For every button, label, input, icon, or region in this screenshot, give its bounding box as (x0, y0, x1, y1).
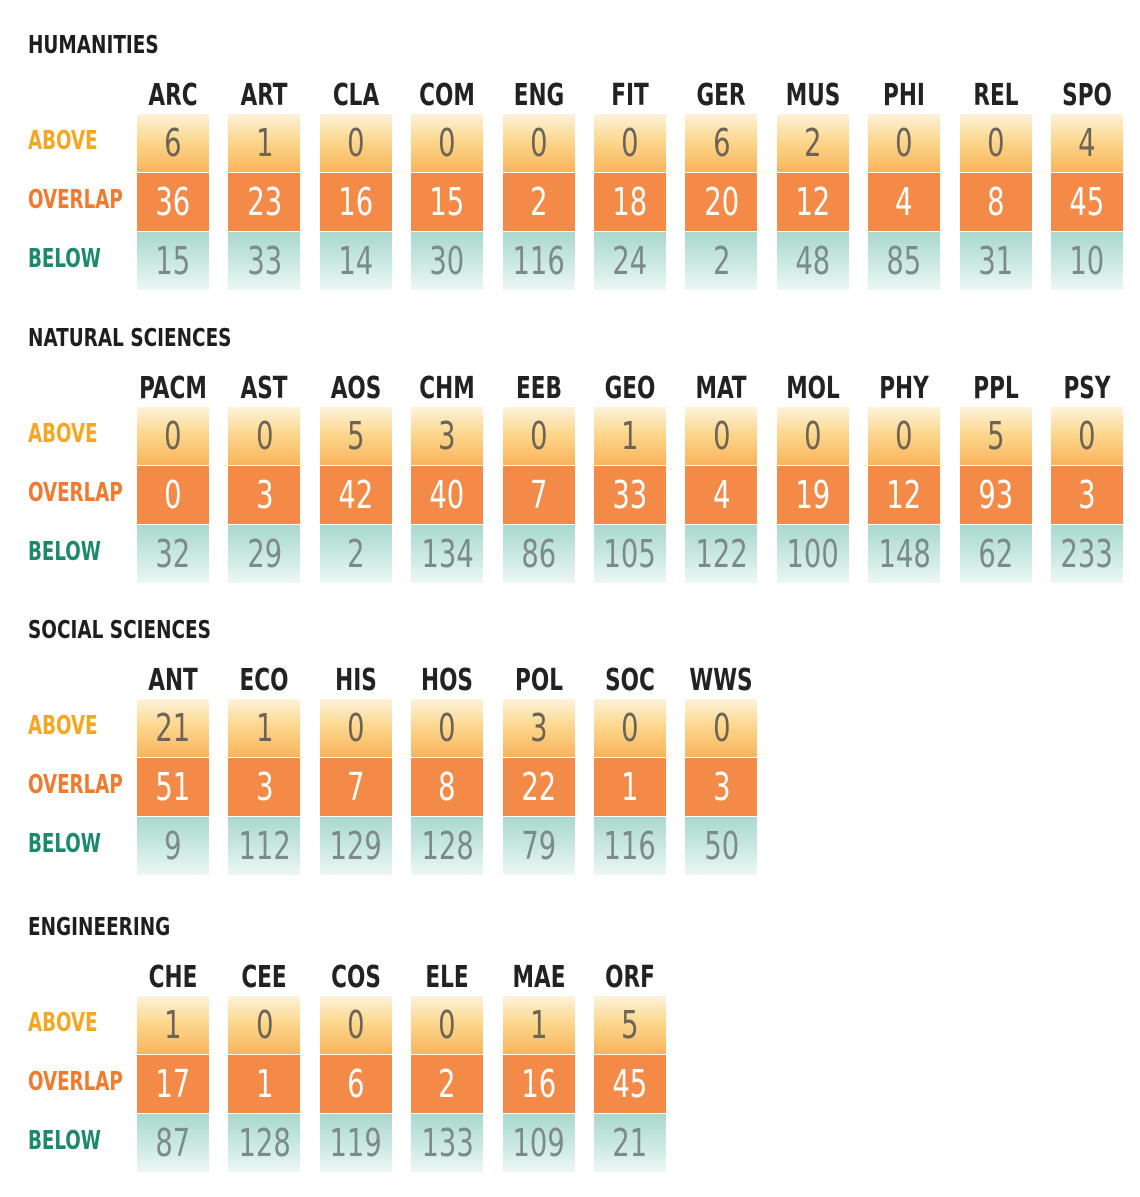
cell-value-above-ast: 0 (255, 414, 274, 458)
cell-above-pacm (137, 407, 209, 465)
cell-overlap-com (411, 173, 483, 231)
cell-value-overlap-mus: 12 (795, 180, 831, 224)
cell-below-mat (685, 525, 757, 583)
dept-label-ele: ELE (425, 960, 469, 995)
dept-label-com: COM (419, 78, 476, 113)
cell-above-chm (411, 407, 483, 465)
cell-value-above-cos: 0 (347, 1003, 365, 1047)
dept-label-arc: ARC (148, 78, 198, 113)
cell-above-rel (960, 114, 1032, 172)
cell-value-overlap-mat: 4 (712, 473, 731, 517)
cell-value-below-his: 129 (329, 824, 382, 868)
cell-value-above-com: 0 (438, 121, 456, 165)
cell-value-above-orf: 5 (621, 1003, 639, 1047)
cell-value-overlap-eeb: 7 (529, 473, 548, 517)
cell-overlap-psy (1051, 466, 1123, 524)
cell-below-aos (320, 525, 392, 583)
cell-below-rel (960, 232, 1032, 290)
cell-below-mae (503, 1114, 575, 1172)
cell-value-below-eco: 112 (238, 824, 291, 868)
cell-overlap-ast (228, 466, 300, 524)
dept-label-wws: WWS (689, 663, 753, 698)
cell-value-above-ger: 6 (712, 121, 731, 165)
cell-value-below-chm: 134 (421, 532, 474, 576)
cell-value-overlap-ele: 2 (438, 1062, 456, 1106)
cell-below-arc (137, 232, 209, 290)
cell-overlap-rel (960, 173, 1032, 231)
cell-overlap-phy (868, 466, 940, 524)
cell-below-cos (320, 1114, 392, 1172)
cell-below-mus (777, 232, 849, 290)
cell-value-below-phi: 85 (886, 239, 922, 283)
cell-value-above-his: 0 (347, 706, 365, 750)
cell-above-mat (685, 407, 757, 465)
cell-value-overlap-art: 23 (246, 180, 282, 224)
cell-below-eeb (503, 525, 575, 583)
row-label-above-engineering: ABOVE (28, 1008, 98, 1038)
cell-below-mol (777, 525, 849, 583)
cell-value-above-rel: 0 (986, 121, 1005, 165)
dept-label-fit: FIT (611, 78, 649, 113)
dept-label-orf: ORF (605, 960, 655, 995)
cell-value-below-spo: 10 (1069, 239, 1105, 283)
cell-below-spo (1051, 232, 1123, 290)
cell-below-cla (320, 232, 392, 290)
cell-below-soc (594, 817, 666, 875)
cell-value-above-pacm: 0 (164, 414, 182, 458)
cell-value-below-cee: 128 (238, 1121, 291, 1165)
dept-label-ant: ANT (148, 663, 198, 698)
cell-value-above-ele: 0 (438, 1003, 456, 1047)
cell-value-below-cos: 119 (329, 1121, 382, 1165)
cell-value-below-mae: 109 (512, 1121, 565, 1165)
cell-above-phy (868, 407, 940, 465)
cell-below-geo (594, 525, 666, 583)
cell-value-above-psy: 0 (1078, 414, 1096, 458)
cell-value-above-ant: 21 (155, 706, 191, 750)
cell-overlap-mae (503, 1055, 575, 1113)
cell-value-below-ger: 2 (712, 239, 731, 283)
cell-value-above-phy: 0 (895, 414, 913, 458)
cell-value-overlap-cla: 16 (338, 180, 374, 224)
cell-below-fit (594, 232, 666, 290)
cell-value-below-eeb: 86 (521, 532, 556, 576)
dept-label-mus: MUS (785, 78, 841, 113)
cell-overlap-hos (411, 758, 483, 816)
cell-above-ppl (960, 407, 1032, 465)
cell-value-overlap-spo: 45 (1069, 180, 1105, 224)
cell-value-below-wws: 50 (703, 824, 739, 868)
cell-value-below-ele: 133 (421, 1121, 474, 1165)
cell-value-below-phy: 148 (878, 532, 931, 576)
dept-label-pacm: PACM (139, 371, 207, 406)
cell-overlap-eco (228, 758, 300, 816)
cell-value-overlap-fit: 18 (612, 180, 648, 224)
cell-value-below-aos: 2 (347, 532, 365, 576)
cell-value-below-pol: 79 (521, 824, 556, 868)
cell-value-below-hos: 128 (421, 824, 474, 868)
cell-value-overlap-phi: 4 (895, 180, 913, 224)
cell-below-ele (411, 1114, 483, 1172)
cell-above-ant (137, 699, 209, 757)
section-title-engineering: ENGINEERING (28, 912, 171, 941)
cell-below-hos (411, 817, 483, 875)
cell-overlap-mol (777, 466, 849, 524)
cell-overlap-soc (594, 758, 666, 816)
cell-value-overlap-his: 7 (347, 765, 365, 809)
cell-below-pacm (137, 525, 209, 583)
cell-value-overlap-ast: 3 (255, 473, 274, 517)
cell-value-below-eng: 116 (512, 239, 565, 283)
dept-label-cee: CEE (241, 960, 288, 995)
dept-label-art: ART (240, 78, 288, 113)
cell-above-com (411, 114, 483, 172)
cell-value-above-spo: 4 (1078, 121, 1096, 165)
cell-below-chm (411, 525, 483, 583)
cell-value-overlap-mae: 16 (521, 1062, 556, 1106)
cell-below-ger (685, 232, 757, 290)
cell-value-above-mus: 2 (804, 121, 822, 165)
cell-value-below-ant: 9 (164, 824, 182, 868)
cell-below-cee (228, 1114, 300, 1172)
row-label-overlap-humanities: OVERLAP (28, 185, 123, 215)
cell-value-overlap-soc: 1 (621, 765, 639, 809)
row-label-below-natural-sciences: BELOW (28, 537, 101, 567)
cell-value-above-eco: 1 (255, 706, 274, 750)
cell-overlap-eeb (503, 466, 575, 524)
cell-value-below-ast: 29 (246, 532, 282, 576)
cell-value-overlap-hos: 8 (438, 765, 456, 809)
cell-below-ant (137, 817, 209, 875)
row-label-above-humanities: ABOVE (28, 126, 98, 156)
cell-above-his (320, 699, 392, 757)
dept-label-psy: PSY (1063, 371, 1111, 406)
cell-value-above-aos: 5 (347, 414, 365, 458)
cell-value-overlap-ant: 51 (155, 765, 191, 809)
dept-label-ast: AST (240, 371, 288, 406)
cell-value-below-cla: 14 (338, 239, 374, 283)
row-label-overlap-engineering: OVERLAP (28, 1067, 123, 1097)
cell-below-ppl (960, 525, 1032, 583)
cell-overlap-arc (137, 173, 209, 231)
dept-label-mat: MAT (695, 371, 747, 406)
cell-overlap-pacm (137, 466, 209, 524)
cell-value-above-eeb: 0 (529, 414, 548, 458)
cell-value-overlap-mol: 19 (795, 473, 831, 517)
cell-above-ele (411, 996, 483, 1054)
cell-value-overlap-aos: 42 (338, 473, 374, 517)
cell-below-phy (868, 525, 940, 583)
cell-above-psy (1051, 407, 1123, 465)
cell-overlap-phi (868, 173, 940, 231)
cell-value-below-arc: 15 (155, 239, 191, 283)
cell-value-above-cla: 0 (347, 121, 365, 165)
cell-above-mae (503, 996, 575, 1054)
cell-value-above-hos: 0 (438, 706, 456, 750)
cell-value-overlap-phy: 12 (886, 473, 922, 517)
section-title-natural-sciences: NATURAL SCIENCES (28, 323, 232, 352)
cell-overlap-cla (320, 173, 392, 231)
cell-above-fit (594, 114, 666, 172)
dept-label-ppl: PPL (972, 371, 1019, 406)
cell-value-above-geo: 1 (621, 414, 639, 458)
cell-value-overlap-cee: 1 (255, 1062, 274, 1106)
cell-below-che (137, 1114, 209, 1172)
row-label-below-social-sciences: BELOW (28, 829, 101, 859)
cell-above-ger (685, 114, 757, 172)
cell-above-orf (594, 996, 666, 1054)
cell-above-cee (228, 996, 300, 1054)
cell-overlap-cos (320, 1055, 392, 1113)
cell-value-above-arc: 6 (164, 121, 182, 165)
cell-value-overlap-rel: 8 (986, 180, 1005, 224)
dept-label-cos: COS (330, 960, 381, 995)
dept-label-mae: MAE (512, 960, 566, 995)
dept-label-cla: CLA (332, 78, 379, 113)
dept-label-eeb: EEB (515, 371, 562, 406)
cell-overlap-pol (503, 758, 575, 816)
cell-value-overlap-che: 17 (155, 1062, 191, 1106)
cell-below-eng (503, 232, 575, 290)
cell-value-above-fit: 0 (621, 121, 639, 165)
cell-above-geo (594, 407, 666, 465)
cell-value-overlap-eng: 2 (529, 180, 548, 224)
cell-value-below-pacm: 32 (155, 532, 191, 576)
cell-above-pol (503, 699, 575, 757)
cell-above-eeb (503, 407, 575, 465)
cell-overlap-ger (685, 173, 757, 231)
cell-above-ast (228, 407, 300, 465)
cell-below-his (320, 817, 392, 875)
cell-below-art (228, 232, 300, 290)
dept-label-mol: MOL (785, 371, 840, 406)
cell-below-phi (868, 232, 940, 290)
cell-below-psy (1051, 525, 1123, 583)
row-label-overlap-natural-sciences: OVERLAP (28, 478, 123, 508)
cell-overlap-eng (503, 173, 575, 231)
cell-value-overlap-com: 15 (429, 180, 465, 224)
cell-overlap-cee (228, 1055, 300, 1113)
dept-label-chm: CHM (419, 371, 475, 406)
cell-value-overlap-pacm: 0 (164, 473, 182, 517)
cell-above-phi (868, 114, 940, 172)
cell-overlap-geo (594, 466, 666, 524)
cell-above-eco (228, 699, 300, 757)
dept-label-his: HIS (334, 663, 377, 698)
dept-label-eco: ECO (239, 663, 289, 698)
cell-overlap-wws (685, 758, 757, 816)
cell-above-mus (777, 114, 849, 172)
dept-label-phi: PHI (883, 78, 926, 113)
dept-label-hos: HOS (421, 663, 474, 698)
cell-value-below-art: 33 (246, 239, 282, 283)
cell-value-below-com: 30 (429, 239, 465, 283)
cell-value-overlap-ppl: 93 (978, 473, 1013, 517)
dept-label-aos: AOS (330, 371, 382, 406)
cell-value-below-rel: 31 (978, 239, 1013, 283)
row-label-below-engineering: BELOW (28, 1126, 101, 1156)
cell-value-above-mat: 0 (712, 414, 731, 458)
cell-overlap-aos (320, 466, 392, 524)
row-label-above-natural-sciences: ABOVE (28, 419, 98, 449)
cell-below-eco (228, 817, 300, 875)
dept-label-ger: GER (696, 78, 746, 113)
cell-above-aos (320, 407, 392, 465)
dept-label-spo: SPO (1062, 78, 1112, 113)
cell-overlap-ant (137, 758, 209, 816)
cell-above-arc (137, 114, 209, 172)
cell-value-above-art: 1 (255, 121, 274, 165)
cell-value-above-phi: 0 (895, 121, 913, 165)
cell-below-com (411, 232, 483, 290)
cell-value-overlap-ger: 20 (703, 180, 739, 224)
dept-label-rel: REL (973, 78, 1019, 113)
dept-label-eng: ENG (513, 78, 564, 113)
cell-value-overlap-wws: 3 (712, 765, 731, 809)
cell-value-below-soc: 116 (603, 824, 657, 868)
row-label-overlap-social-sciences: OVERLAP (28, 770, 123, 800)
cell-above-eng (503, 114, 575, 172)
cell-value-above-chm: 3 (438, 414, 456, 458)
cell-value-below-mol: 100 (786, 532, 839, 576)
dept-label-phy: PHY (879, 371, 929, 406)
section-title-humanities: HUMANITIES (28, 30, 159, 59)
cell-value-above-pol: 3 (529, 706, 548, 750)
cell-value-above-eng: 0 (529, 121, 548, 165)
cell-above-che (137, 996, 209, 1054)
cell-value-above-soc: 0 (621, 706, 639, 750)
cell-value-below-psy: 233 (1060, 532, 1114, 576)
cell-value-overlap-psy: 3 (1078, 473, 1096, 517)
cell-value-overlap-chm: 40 (429, 473, 465, 517)
cell-value-above-che: 1 (164, 1003, 182, 1047)
cell-overlap-ppl (960, 466, 1032, 524)
cell-above-cla (320, 114, 392, 172)
cell-above-wws (685, 699, 757, 757)
cell-value-overlap-eco: 3 (255, 765, 274, 809)
cell-below-orf (594, 1114, 666, 1172)
cell-value-overlap-pol: 22 (521, 765, 556, 809)
cell-overlap-ele (411, 1055, 483, 1113)
dept-label-soc: SOC (605, 663, 655, 698)
cell-above-mol (777, 407, 849, 465)
cell-value-below-ppl: 62 (978, 532, 1013, 576)
cell-value-above-mae: 1 (529, 1003, 548, 1047)
cell-overlap-orf (594, 1055, 666, 1113)
cell-value-below-che: 87 (155, 1121, 191, 1165)
dept-label-pol: POL (514, 663, 563, 698)
cell-value-above-cee: 0 (255, 1003, 274, 1047)
cell-value-below-geo: 105 (603, 532, 657, 576)
cell-above-art (228, 114, 300, 172)
cell-above-cos (320, 996, 392, 1054)
cell-overlap-chm (411, 466, 483, 524)
section-title-social-sciences: SOCIAL SCIENCES (28, 615, 211, 644)
cell-overlap-mus (777, 173, 849, 231)
cell-overlap-art (228, 173, 300, 231)
cell-overlap-fit (594, 173, 666, 231)
cell-value-overlap-geo: 33 (612, 473, 648, 517)
cell-overlap-mat (685, 466, 757, 524)
cell-above-hos (411, 699, 483, 757)
cell-below-pol (503, 817, 575, 875)
cell-value-overlap-arc: 36 (155, 180, 191, 224)
cell-below-wws (685, 817, 757, 875)
cell-above-soc (594, 699, 666, 757)
cell-value-below-orf: 21 (612, 1121, 648, 1165)
cell-above-spo (1051, 114, 1123, 172)
cell-below-ast (228, 525, 300, 583)
dept-label-che: CHE (148, 960, 198, 995)
cell-value-below-mat: 122 (695, 532, 748, 576)
cell-overlap-che (137, 1055, 209, 1113)
cell-value-below-mus: 48 (795, 239, 831, 283)
cell-value-below-fit: 24 (612, 239, 648, 283)
cell-value-above-ppl: 5 (986, 414, 1005, 458)
row-label-below-humanities: BELOW (28, 244, 101, 274)
cell-value-overlap-cos: 6 (347, 1062, 365, 1106)
row-label-above-social-sciences: ABOVE (28, 711, 98, 741)
cell-overlap-his (320, 758, 392, 816)
cell-overlap-spo (1051, 173, 1123, 231)
cell-value-overlap-orf: 45 (612, 1062, 648, 1106)
cell-value-above-wws: 0 (712, 706, 731, 750)
cell-value-above-mol: 0 (804, 414, 822, 458)
dept-label-geo: GEO (604, 371, 656, 406)
